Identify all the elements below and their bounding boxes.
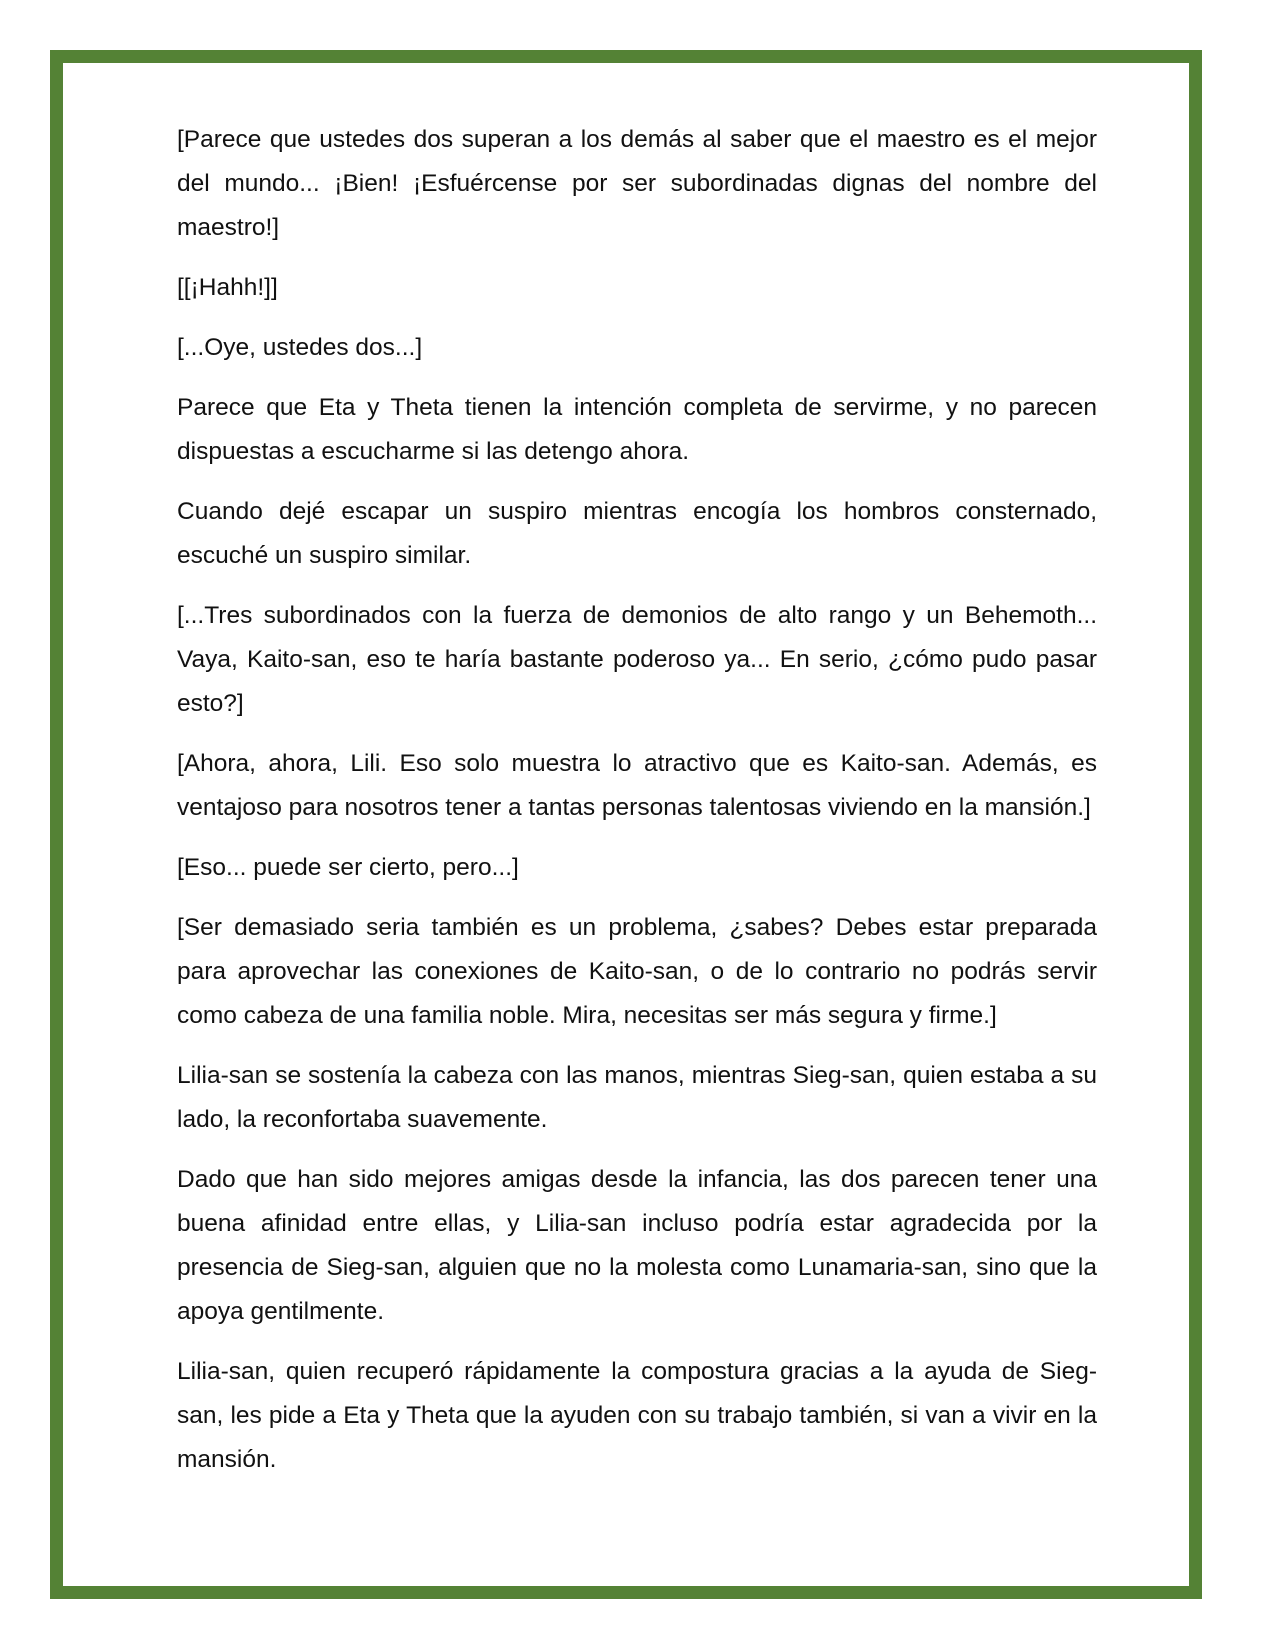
paragraph-2: [[¡Hahh!]] — [177, 274, 278, 301]
document-body — [177, 118, 1097, 1498]
paragraph-7: [Ahora, ahora, Lili. Eso solo muestra lo atractivo que es Kaito-san. Además, es ventajoso para nosotros tener a tantas personas talentosas viviendo en la mansión.] — [177, 750, 1097, 821]
paragraph-12: Lilia-san, quien recuperó rápidamente la compostura gracias a la ayuda de Sieg-san, les pide a Eta y Theta que la ayuden con su trabajo también, si van a vivir en la mansión. — [177, 1358, 1097, 1473]
paragraph-8: [Eso... puede ser cierto, pero...] — [177, 854, 519, 881]
paragraph-11: Dado que han sido mejores amigas desde la infancia, las dos parecen tener una buena afinidad entre ellas, y Lilia-san incluso podría estar agradecida por la presencia de Sieg-san, alguien que no la molesta como Lunamaria-san, sino que la apoya gentilmente. — [177, 1166, 1097, 1325]
paragraph-4: Parece que Eta y Theta tienen la intención completa de servirme, y no parecen dispuestas a escucharme si las detengo ahora. — [177, 394, 1097, 465]
paragraph-1: [Parece que ustedes dos superan a los demás al saber que el maestro es el mejor del mundo... ¡Bien! ¡Esfuércense por ser subordinadas dignas del nombre del maestro!] — [177, 126, 1097, 241]
paragraph-3: [...Oye, ustedes dos...] — [177, 334, 423, 361]
paragraph-9: [Ser demasiado seria también es un problema, ¿sabes? Debes estar preparada para aprovechar las conexiones de Kaito-san, o de lo contrario no podrás servir como cabeza de una familia noble. Mira, necesitas ser más segura y firme.] — [177, 914, 1097, 1029]
paragraph-10: Lilia-san se sostenía la cabeza con las manos, mientras Sieg-san, quien estaba a su lado, la reconfortaba suavemente. — [177, 1062, 1097, 1133]
paragraph-5: Cuando dejé escapar un suspiro mientras encogía los hombros consternado, escuché un suspiro similar. — [177, 498, 1097, 569]
paragraph-6: [...Tres subordinados con la fuerza de demonios de alto rango y un Behemoth... Vaya, Kaito-san, eso te haría bastante poderoso ya... En serio, ¿cómo pudo pasar esto?] — [177, 602, 1097, 717]
